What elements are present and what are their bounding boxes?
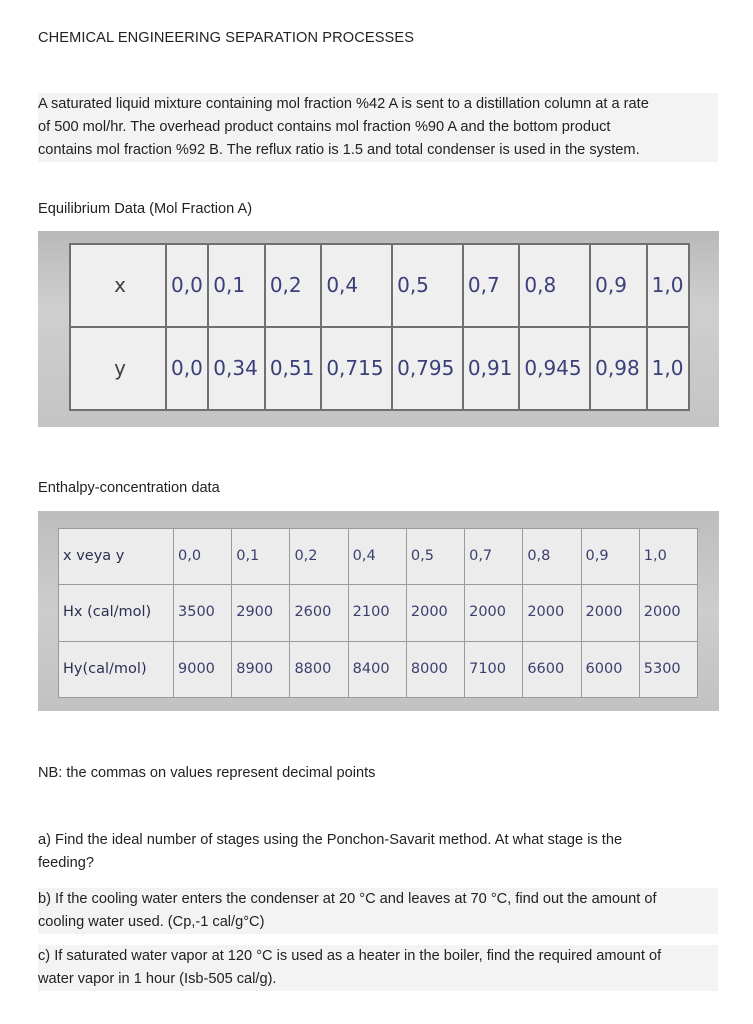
question-line: a) Find the ideal number of stages using the Ponchon-Savarit method. At what stage is the: [38, 832, 623, 848]
table-row: [59, 641, 698, 697]
table-cell: 2000: [406, 585, 464, 641]
equilibrium-table: [69, 243, 690, 411]
question-line: cooling water used. (Cp,-1 cal/g°C): [38, 911, 718, 934]
table-cell: 0,9: [590, 244, 647, 327]
table-cell: 2000: [581, 585, 639, 641]
table-cell: 0,7: [463, 244, 520, 327]
question-line: c) If saturated water vapor at 120 °C is used as a heater in the boiler, find the required amount of: [38, 945, 718, 968]
table-cell: 2900: [232, 585, 290, 641]
table-cell: 0,8: [523, 529, 581, 585]
table-cell: 0,0: [166, 244, 208, 327]
table-cell: 0,7: [465, 529, 523, 585]
table-cell: 2000: [465, 585, 523, 641]
row-label-x: x: [70, 244, 166, 327]
question-c: [38, 945, 718, 991]
table-row: [70, 244, 689, 327]
question-line: water vapor in 1 hour (Isb-505 cal/g).: [38, 968, 718, 991]
table-cell: 0,51: [265, 327, 322, 410]
table-cell: 2600: [290, 585, 348, 641]
table-cell: 0,945: [519, 327, 590, 410]
problem-statement: [38, 93, 718, 162]
enthalpy-table-photo: [38, 511, 719, 711]
table-cell: 0,8: [519, 244, 590, 327]
table-cell: 3500: [174, 585, 232, 641]
table-cell: 0,0: [174, 529, 232, 585]
table-cell: 8800: [290, 641, 348, 697]
table-cell: 2100: [348, 585, 406, 641]
table-cell: 0,9: [581, 529, 639, 585]
table-cell: 0,5: [406, 529, 464, 585]
table-cell: 0,98: [590, 327, 647, 410]
table-row: [70, 327, 689, 410]
table-cell: 0,1: [232, 529, 290, 585]
table-row: [59, 529, 698, 585]
note: NB: the commas on values represent decimal points: [38, 765, 376, 781]
table-cell: 2000: [639, 585, 697, 641]
equilibrium-label: Equilibrium Data (Mol Fraction A): [38, 201, 253, 217]
problem-line: A saturated liquid mixture containing mol fraction %42 A is sent to a distillation column at a rate: [38, 93, 718, 116]
enthalpy-label: Enthalpy-concentration data: [38, 480, 220, 496]
table-cell: 9000: [174, 641, 232, 697]
row-label-hy: Hy(cal/mol): [59, 641, 174, 697]
table-cell: 2000: [523, 585, 581, 641]
problem-line: contains mol fraction %92 B. The reflux ratio is 1.5 and total condenser is used in the system.: [38, 139, 718, 162]
table-cell: 0,4: [321, 244, 392, 327]
row-label-y: y: [70, 327, 166, 410]
table-cell: 7100: [465, 641, 523, 697]
equilibrium-table-photo: [38, 231, 719, 427]
table-cell: 0,4: [348, 529, 406, 585]
table-cell: 0,5: [392, 244, 463, 327]
question-line: b) If the cooling water enters the condenser at 20 °C and leaves at 70 °C, find out the amount of: [38, 888, 718, 911]
table-cell: 0,2: [290, 529, 348, 585]
table-cell: 5300: [639, 641, 697, 697]
table-row: [59, 585, 698, 641]
table-cell: 0,795: [392, 327, 463, 410]
table-cell: 8900: [232, 641, 290, 697]
row-label-xy: x veya y: [59, 529, 174, 585]
table-cell: 0,2: [265, 244, 322, 327]
table-cell: 0,91: [463, 327, 520, 410]
table-cell: 0,1: [208, 244, 265, 327]
table-cell: 1,0: [647, 244, 689, 327]
table-cell: 0,34: [208, 327, 265, 410]
table-cell: 6600: [523, 641, 581, 697]
table-cell: 6000: [581, 641, 639, 697]
table-cell: 8400: [348, 641, 406, 697]
table-cell: 1,0: [639, 529, 697, 585]
question-b: [38, 888, 718, 934]
table-cell: 0,715: [321, 327, 392, 410]
enthalpy-table: [58, 528, 698, 698]
row-label-hx: Hx (cal/mol): [59, 585, 174, 641]
question-a: [38, 829, 718, 875]
problem-line: of 500 mol/hr. The overhead product contains mol fraction %90 A and the bottom product: [38, 116, 718, 139]
table-cell: 8000: [406, 641, 464, 697]
table-cell: 0,0: [166, 327, 208, 410]
question-line: feeding?: [38, 855, 94, 871]
table-cell: 1,0: [647, 327, 689, 410]
page-title: CHEMICAL ENGINEERING SEPARATION PROCESSES: [38, 30, 415, 46]
